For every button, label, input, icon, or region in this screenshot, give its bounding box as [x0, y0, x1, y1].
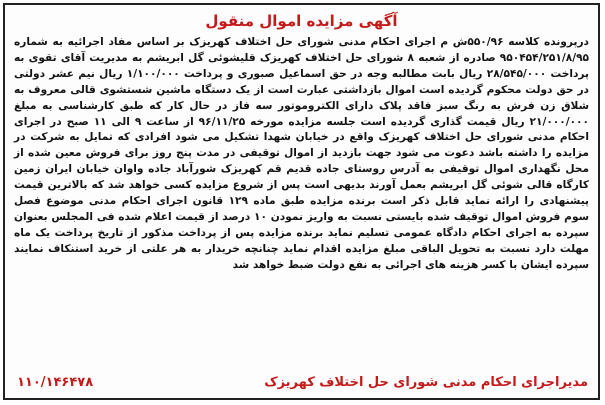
notice-body: درپرونده کلاسه ۵۵۰/۹۶ش م اجرای احکام مدنی شورای حل اختلاف کهریزک بر اساس مفاد اجرائیه به شماره ۹۵۰۴۵۴/۲۵۱/۸/۹۵ صادره از شعبه ۸ شورای حل اختلاف کهریزک قلیشوئی گل ابریشم به مدیریت آقای تقوی به پرداخت ۲۸/۵۴۵/۰۰۰ ریال بابت مطالبه وجه در حق اسماعیل صبوری و پرداخت ۱/۱۰۰/۰۰۰ ریال نیم عشر دولتی در حق دولت محکوم گردیده است اموال بازداشتی عبارت است از یک دستگاه ماشین شستشوی قالی معروف به شلاق زن فرش به رنگ سبز فاقد پلاک دارای الکتروموتور سه فاز در حال کار که طبق کارشناسی به مبلغ ۲۱/۰۰۰/۰۰۰ ریال قیمت گذاری گردیده است جلسه مزایده مورخه ۹۶/۱۱/۲۵ از ساعت ۹ الی ۱۱ صبح در اجرای احکام مدنی شورای حل اختلاف کهریزک واقع در خیابان شهدا تشکیل می شود افرادی که تمایل به شرکت در مزایده را داشته باشد دعوت می شود جهت بازدید از اموال توقیفی در مدت پنج روز برای فروش معین شده از محل نگهداری اموال توقیفی به آدرس روستای جاده قدیم قم کهریزک شورآباد جاده واوان خیابان ایران زمین کارگاه قالی شوئی گل ابریشم بعمل آورند بدیهی است پس از شروع مزایده کسی خواهد شد که بالاترین قیمت پیشنهادی را ارائه نماید قابل ذکر است برنده مزایده طبق ماده ۱۲۹ قانون اجرای احکام مدنی موضوع فصل سوم فروش اموال توقیف شده بایستی نسبت به واریز نمودن ۱۰ درصد از قیمت اعلام شده فی المجلس بعنوان سپرده به اجرای احکام دادگاه عمومی تسلیم نماید برنده مزایده پس از پرداخت مذکور از تاریخ پرداخت یک ماه مهلت دارد نسبت به تحویل الباقی مبلغ مزایده اقدام نماید چنانچه خریدار به هر علتی از خرید استنکاف نمایند سپرده ایشان با کسر هزینه های اجرائی به نفع دولت ضبط خواهد شد [14, 36, 589, 271]
notice-code: ۱۱۰/۱۴۶۴۷۸ [17, 375, 94, 390]
notice-frame [3, 3, 600, 400]
notice-title: آگهی مزایده اموال منقول [205, 12, 398, 30]
notice-signature: مدیراجرای احکام مدنی شورای حل اختلاف کهریزک [264, 375, 588, 390]
